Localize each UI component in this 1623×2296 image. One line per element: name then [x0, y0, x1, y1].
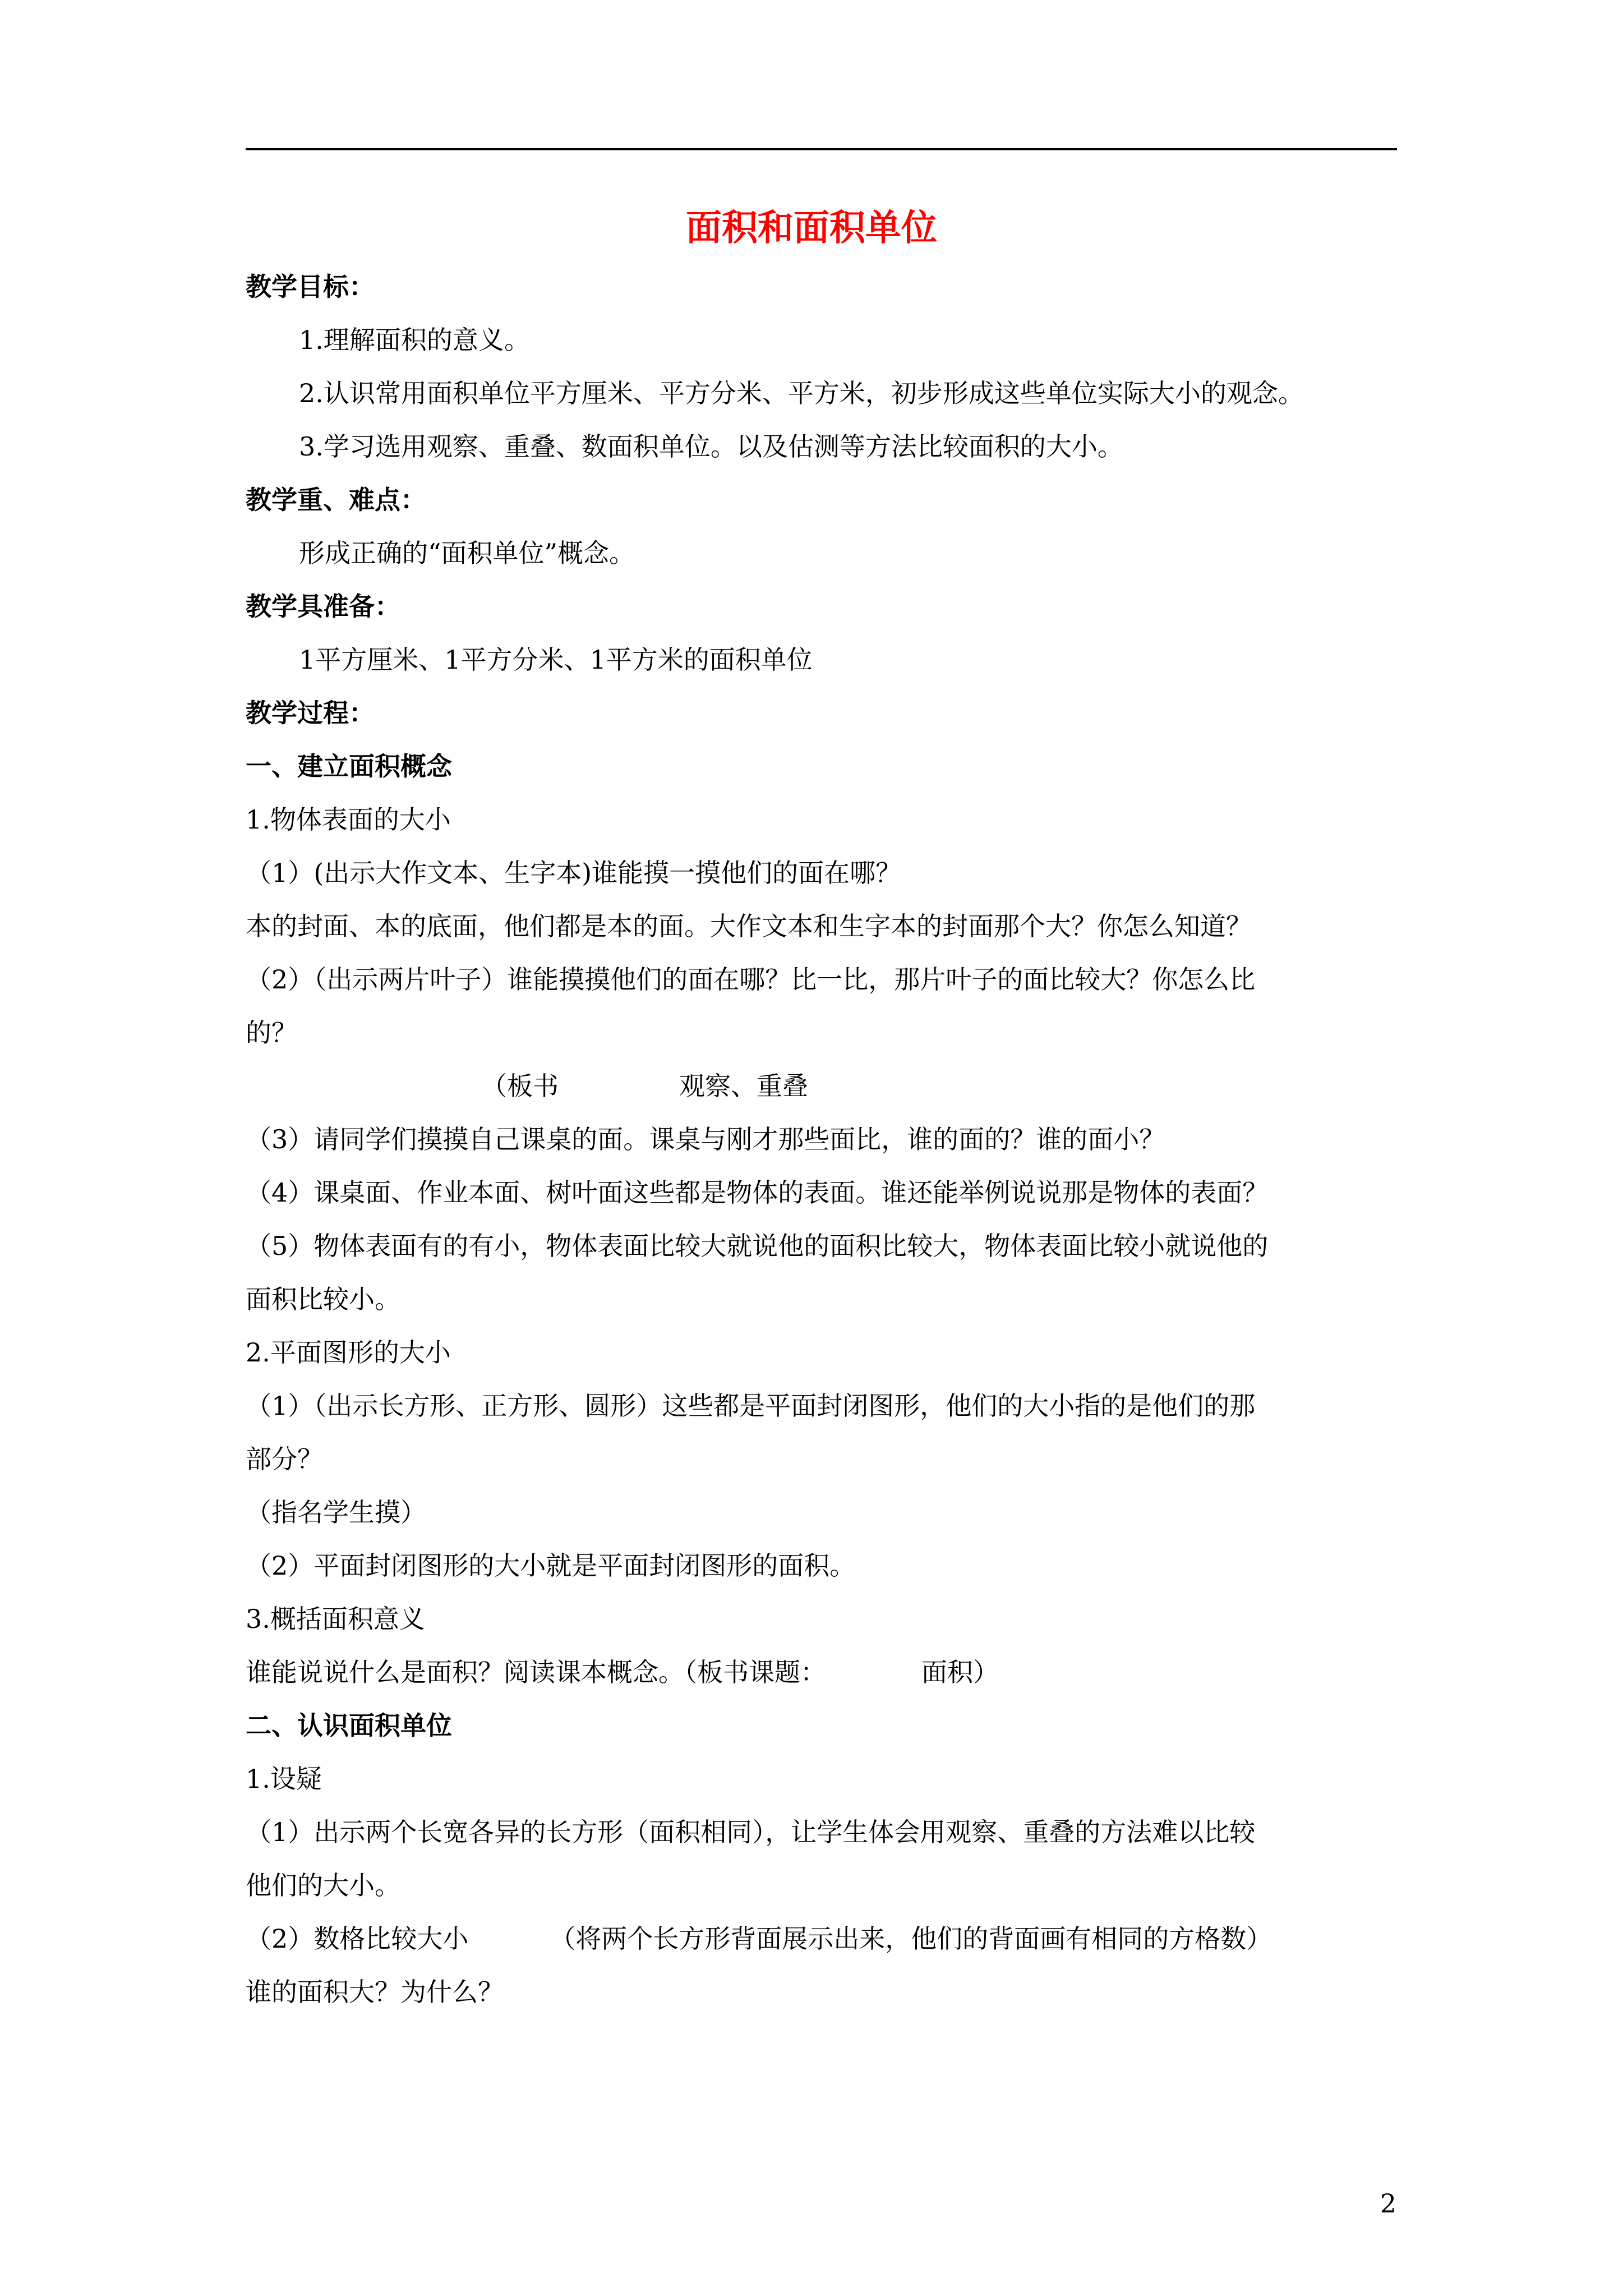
board-note	[246, 1060, 1397, 1113]
paragraph-with-note	[246, 1912, 1397, 1966]
board-label: （板书	[481, 1071, 559, 1101]
paragraph: 1.设疑	[246, 1764, 322, 1794]
paragraph: 面积比较小。	[246, 1284, 400, 1314]
page-title: 面积和面积单位	[686, 207, 937, 249]
paragraph: （1）(出示大作文本、生字本)谁能摸一摸他们的面在哪？	[246, 858, 902, 888]
paragraph: 本的封面、本的底面，他们都是本的面。大作文本和生字本的封面那个大？你怎么知道？	[246, 911, 1252, 941]
prep-heading: 教学具准备：	[246, 591, 400, 622]
process-heading: 教学过程：	[246, 698, 375, 728]
paragraph: 谁的面积大？为什么？	[246, 1977, 504, 2007]
header-rule	[246, 148, 1397, 150]
goals-heading: 教学目标：	[246, 272, 375, 302]
goal-item: 1.理解面积的意义。	[299, 325, 530, 355]
keypoints-text: 形成正确的“面积单位”概念。	[299, 538, 635, 568]
paragraph: 的？	[246, 1018, 297, 1048]
paragraph: 部分？	[246, 1444, 323, 1474]
paragraph: （4）课桌面、作业本面、树叶面这些都是物体的表面。谁还能举例说说那是物体的表面？	[246, 1177, 1269, 1208]
paragraph-text: （2）数格比较大小	[246, 1924, 469, 1954]
paragraph-note: （将两个长方形背面展示出来，他们的背面画有相同的方格数）	[550, 1924, 1272, 1954]
paragraph: 3.概括面积意义	[246, 1604, 425, 1634]
keypoints-heading: 教学重、难点：	[246, 485, 426, 515]
paragraph: 他们的大小。	[246, 1870, 400, 1901]
part2-heading: 二、认识面积单位	[246, 1710, 452, 1741]
board-value: 观察、重叠	[679, 1071, 808, 1101]
part1-heading: 一、建立面积概念	[246, 751, 452, 781]
prep-text: 1平方厘米、1平方分米、1平方米的面积单位	[299, 645, 813, 675]
paragraph: 1.物体表面的大小	[246, 804, 451, 835]
paragraph-with-board	[246, 1646, 1397, 1699]
paragraph: （指名学生摸）	[246, 1497, 426, 1527]
paragraph: （2）（出示两片叶子）谁能摸摸他们的面在哪？比一比，那片叶子的面比较大？你怎么比	[246, 964, 1256, 995]
goal-item: 2.认识常用面积单位平方厘米、平方分米、平方米，初步形成这些单位实际大小的观念。	[299, 378, 1304, 408]
paragraph: （3）请同学们摸摸自己课桌的面。课桌与刚才那些面比，谁的面的？谁的面小？	[246, 1124, 1165, 1154]
goal-item: 3.学习选用观察、重叠、数面积单位。以及估测等方法比较面积的大小。	[299, 431, 1123, 462]
paragraph: 2.平面图形的大小	[246, 1337, 451, 1368]
lesson-body	[246, 260, 1397, 2019]
page-number: 2	[1380, 2188, 1396, 2219]
paragraph: （1）出示两个长宽各异的长方形（面积相同），让学生体会用观察、重叠的方法难以比较	[246, 1817, 1256, 1847]
paragraph: （1）（出示长方形、正方形、圆形）这些都是平面封闭图形，他们的大小指的是他们的那	[246, 1391, 1256, 1421]
paragraph: （5）物体表面有的有小，物体表面比较大就说他的面积比较大，物体表面比较小就说他的	[246, 1231, 1269, 1261]
paragraph: （2）平面封闭图形的大小就是平面封闭图形的面积。	[246, 1550, 856, 1581]
paragraph-text: 谁能说说什么是面积？阅读课本概念。（板书课题：	[246, 1657, 826, 1687]
board-value: 面积）	[921, 1657, 999, 1687]
